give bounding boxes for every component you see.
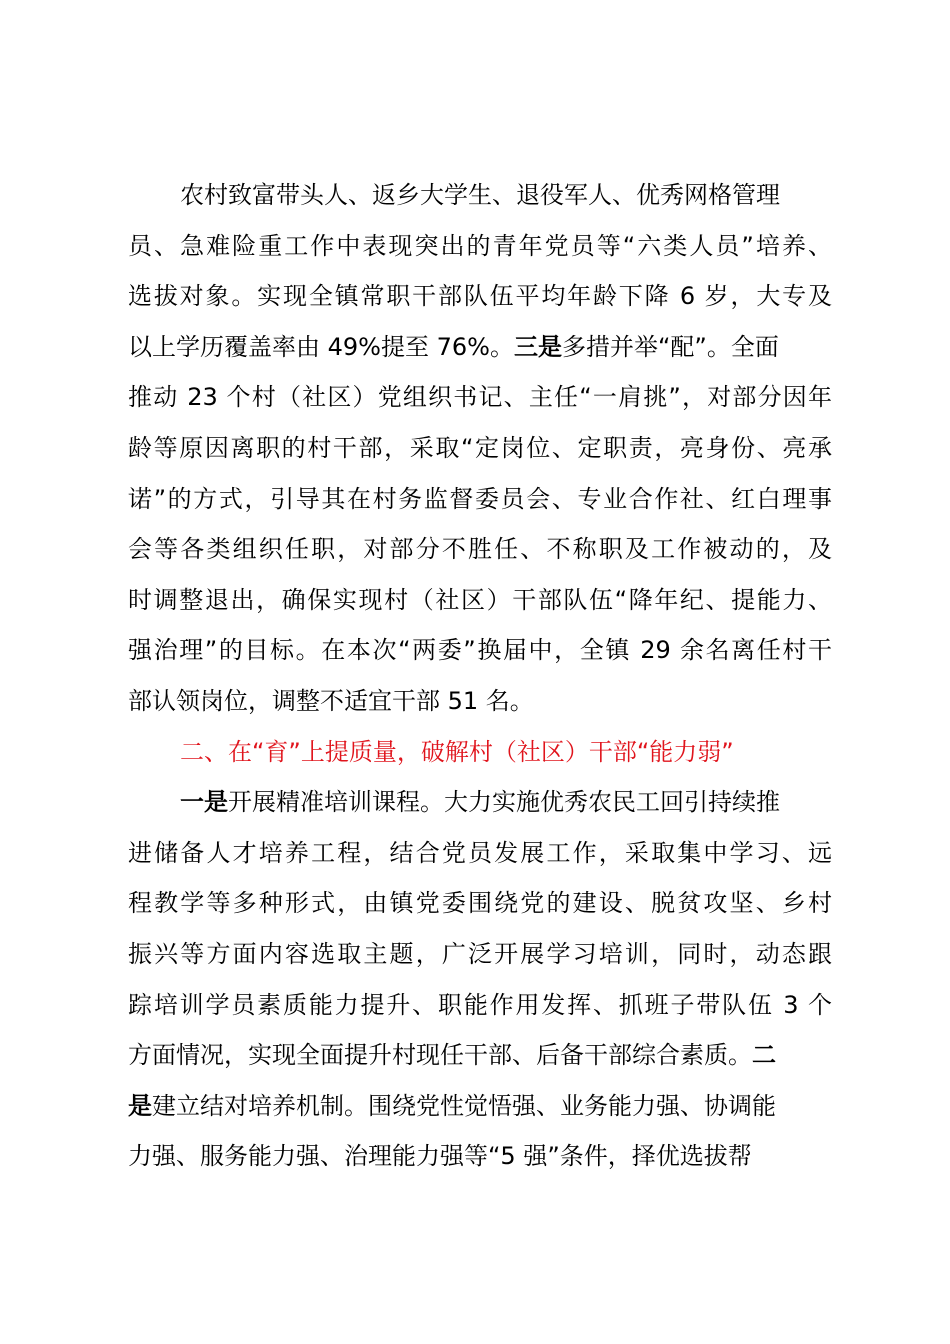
text-line-9: 时调整退出，确保实现村（社区）干部队伍“降年纪、提能力、: [128, 585, 832, 614]
text-line-10: 强治理”的目标。在本次“两委”换届中，全镇 29 余名离任村干: [128, 636, 832, 665]
text-line-4-a: 以上学历覆盖率由 49%提至 76%。: [128, 332, 514, 361]
bold-marker-er: 二: [752, 1041, 776, 1070]
text-line-6: 龄等原因离职的村干部，采取“定岗位、定职责，亮身份、亮承: [128, 433, 832, 462]
text-line-2: 员、急难险重工作中表现突出的青年党员等“六类人员”培养、: [128, 231, 832, 260]
text-line-19: 力强、服务能力强、治理能力强等“5 强”条件，择优选拔帮: [128, 1142, 752, 1171]
text-line-3: 选拔对象。实现全镇常职干部队伍平均年龄下降 6 岁，大专及: [128, 282, 832, 311]
text-line-11: 部认领岗位，调整不适宜干部 51 名。: [128, 686, 534, 715]
text-line-5: 推动 23 个村（社区）党组织书记、主任“一肩挑”，对部分因年: [128, 383, 832, 412]
text-line-13: 进储备人才培养工程，结合党员发展工作，采取集中学习、远: [128, 838, 832, 867]
text-line-18-a: 建立结对培养机制。围绕党性觉悟强、业务能力强、协调能: [152, 1091, 776, 1120]
text-line-17-a: 方面情况，实现全面提升村现任干部、后备干部综合素质。: [128, 1041, 752, 1070]
section-heading: 二、在“育”上提质量，破解村（社区）干部“能力弱”: [180, 737, 734, 766]
text-line-17: [128, 1030, 832, 1081]
bold-marker-san: 三是: [513, 332, 562, 361]
text-line-12-a: 开展精准培训课程。大力实施优秀农民工回引持续推: [228, 788, 780, 817]
text-line-16: 踪培训学员素质能力提升、职能作用发挥、抓班子带队伍 3 个: [128, 990, 832, 1019]
text-line-4-b: 多措并举“配”。全面: [561, 332, 779, 361]
document-body: [128, 170, 832, 1182]
text-line-12: [128, 777, 832, 828]
text-line-15: 振兴等方面内容选取主题，广泛开展学习培训，同时，动态跟: [128, 939, 832, 968]
bold-marker-shi: 是: [128, 1091, 152, 1120]
text-line-14: 程教学等多种形式，由镇党委围绕党的建设、脱贫攻坚、乡村: [128, 889, 832, 918]
text-line-8: 会等各类组织任职，对部分不胜任、不称职及工作被动的，及: [128, 535, 832, 564]
text-line-18: [128, 1081, 832, 1132]
text-line-1: 农村致富带头人、返乡大学生、退役军人、优秀网格管理: [180, 181, 780, 209]
text-line-7: 诺”的方式，引导其在村务监督委员会、专业合作社、红白理事: [128, 484, 832, 513]
bold-marker-yi: 一是: [180, 788, 228, 817]
text-line-4: [128, 322, 832, 373]
